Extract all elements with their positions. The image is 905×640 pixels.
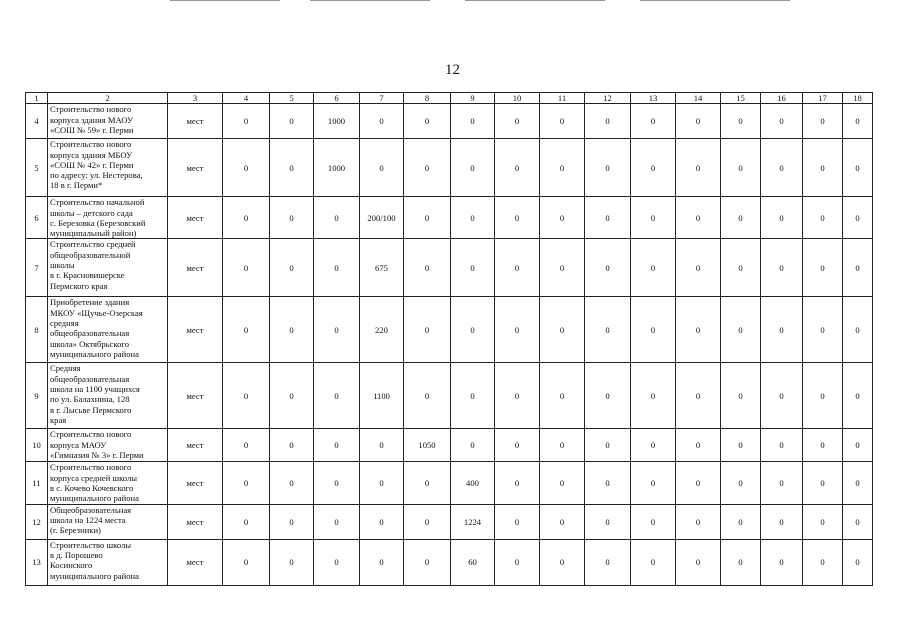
value-cell: 0 [585, 297, 631, 363]
value-cell: 0 [495, 239, 540, 297]
value-cell: 0 [223, 363, 270, 429]
value-cell: 0 [761, 539, 803, 585]
unit-cell: мест [168, 139, 223, 197]
row-number-cell: 9 [26, 363, 48, 429]
value-cell: 0 [360, 104, 404, 139]
value-cell: 0 [540, 462, 585, 504]
value-cell: 0 [451, 429, 495, 462]
value-cell: 0 [631, 297, 676, 363]
value-cell: 0 [540, 104, 585, 139]
value-cell: 0 [223, 197, 270, 239]
value-cell: 0 [721, 462, 761, 504]
value-cell: 0 [721, 297, 761, 363]
table-row [26, 462, 873, 504]
value-cell: 0 [540, 139, 585, 197]
value-cell: 0 [585, 539, 631, 585]
row-number-cell: 12 [26, 504, 48, 539]
value-cell: 0 [360, 462, 404, 504]
value-cell: 0 [495, 139, 540, 197]
unit-cell: мест [168, 363, 223, 429]
value-cell: 0 [270, 197, 314, 239]
data-table [25, 92, 873, 586]
value-cell: 0 [270, 363, 314, 429]
value-cell: 1050 [404, 429, 451, 462]
row-number-cell: 6 [26, 197, 48, 239]
value-cell: 0 [803, 197, 843, 239]
value-cell: 0 [631, 139, 676, 197]
value-cell: 0 [270, 504, 314, 539]
object-name-cell: Строительство школы в д. Порошево Косинского муниципального района [48, 539, 168, 585]
value-cell: 0 [270, 139, 314, 197]
value-cell: 0 [631, 504, 676, 539]
value-cell: 0 [404, 539, 451, 585]
value-cell: 0 [721, 429, 761, 462]
header-cell: 5 [270, 93, 314, 104]
scan-edge-marks [0, 0, 905, 3]
value-cell: 0 [721, 363, 761, 429]
value-cell: 1224 [451, 504, 495, 539]
value-cell: 0 [843, 104, 873, 139]
header-cell: 9 [451, 93, 495, 104]
value-cell: 0 [585, 139, 631, 197]
object-name-cell: Средняя общеобразовательная школа на 1100 учащихся по ул. Балахнина, 128 в г. Лысьве Пермского края [48, 363, 168, 429]
value-cell: 0 [360, 504, 404, 539]
value-cell: 0 [585, 104, 631, 139]
value-cell: 0 [803, 297, 843, 363]
value-cell: 0 [270, 104, 314, 139]
table-row [26, 139, 873, 197]
value-cell: 0 [540, 239, 585, 297]
object-name-cell: Строительство нового корпуса здания МАОУ «СОШ № 59» г. Перми [48, 104, 168, 139]
row-number-cell: 7 [26, 239, 48, 297]
value-cell: 0 [721, 504, 761, 539]
value-cell: 0 [270, 539, 314, 585]
value-cell: 0 [803, 429, 843, 462]
page-number: 12 [445, 62, 460, 78]
value-cell: 0 [803, 539, 843, 585]
value-cell: 0 [803, 104, 843, 139]
header-cell: 2 [48, 93, 168, 104]
object-name-cell: Строительство нового корпуса средней школы в с. Кочево Кочевского муниципального района [48, 462, 168, 504]
value-cell: 0 [676, 239, 721, 297]
value-cell: 0 [843, 504, 873, 539]
unit-cell: мест [168, 539, 223, 585]
value-cell: 0 [761, 104, 803, 139]
value-cell: 0 [761, 197, 803, 239]
value-cell: 0 [495, 363, 540, 429]
value-cell: 0 [540, 363, 585, 429]
value-cell: 0 [314, 462, 360, 504]
value-cell: 0 [585, 462, 631, 504]
unit-cell: мест [168, 429, 223, 462]
value-cell: 0 [270, 239, 314, 297]
value-cell: 0 [360, 429, 404, 462]
value-cell: 0 [495, 462, 540, 504]
header-cell: 12 [585, 93, 631, 104]
value-cell: 0 [761, 139, 803, 197]
value-cell: 0 [721, 197, 761, 239]
value-cell: 0 [843, 363, 873, 429]
value-cell: 0 [223, 539, 270, 585]
value-cell: 0 [803, 363, 843, 429]
value-cell: 0 [314, 239, 360, 297]
table-row [26, 363, 873, 429]
header-cell: 16 [761, 93, 803, 104]
object-name-cell: Строительство нового корпуса здания МБОУ «СОШ № 42» г. Перми по адресу: ул. Нестерова, 18 в г. Перми* [48, 139, 168, 197]
object-name-cell: Строительство нового корпуса МАОУ «Гимназия № 3» г. Перми [48, 429, 168, 462]
header-cell: 10 [495, 93, 540, 104]
value-cell: 0 [540, 197, 585, 239]
header-cell: 18 [843, 93, 873, 104]
value-cell: 220 [360, 297, 404, 363]
row-number-cell: 4 [26, 104, 48, 139]
value-cell: 0 [270, 462, 314, 504]
unit-cell: мест [168, 104, 223, 139]
value-cell: 0 [803, 139, 843, 197]
value-cell: 0 [404, 197, 451, 239]
value-cell: 0 [223, 139, 270, 197]
value-cell: 0 [404, 139, 451, 197]
value-cell: 0 [495, 104, 540, 139]
value-cell: 0 [631, 462, 676, 504]
value-cell: 0 [761, 429, 803, 462]
value-cell: 0 [761, 297, 803, 363]
value-cell: 0 [676, 297, 721, 363]
value-cell: 0 [803, 462, 843, 504]
value-cell: 0 [223, 504, 270, 539]
value-cell: 0 [761, 239, 803, 297]
header-cell: 6 [314, 93, 360, 104]
value-cell: 0 [843, 197, 873, 239]
unit-cell: мест [168, 462, 223, 504]
value-cell: 0 [223, 462, 270, 504]
value-cell: 0 [676, 462, 721, 504]
table-row [26, 297, 873, 363]
value-cell: 0 [314, 539, 360, 585]
value-cell: 0 [803, 504, 843, 539]
value-cell: 0 [270, 297, 314, 363]
value-cell: 0 [314, 429, 360, 462]
value-cell: 0 [631, 539, 676, 585]
value-cell: 0 [843, 297, 873, 363]
value-cell: 0 [540, 539, 585, 585]
value-cell: 0 [676, 504, 721, 539]
value-cell: 0 [404, 104, 451, 139]
value-cell: 0 [843, 462, 873, 504]
value-cell: 1000 [314, 139, 360, 197]
value-cell: 0 [314, 504, 360, 539]
value-cell: 400 [451, 462, 495, 504]
value-cell: 0 [540, 504, 585, 539]
header-cell: 7 [360, 93, 404, 104]
value-cell: 0 [676, 197, 721, 239]
object-name-cell: Строительство средней общеобразовательной школы в г. Красновишерске Пермского края [48, 239, 168, 297]
value-cell: 0 [404, 363, 451, 429]
header-cell: 15 [721, 93, 761, 104]
value-cell: 0 [451, 139, 495, 197]
value-cell: 0 [451, 363, 495, 429]
value-cell: 0 [540, 297, 585, 363]
value-cell: 0 [585, 363, 631, 429]
value-cell: 60 [451, 539, 495, 585]
value-cell: 0 [360, 539, 404, 585]
value-cell: 0 [803, 239, 843, 297]
table-row [26, 197, 873, 239]
value-cell: 0 [404, 504, 451, 539]
row-number-cell: 11 [26, 462, 48, 504]
value-cell: 0 [451, 239, 495, 297]
value-cell: 0 [761, 363, 803, 429]
table-row [26, 429, 873, 462]
value-cell: 0 [721, 539, 761, 585]
unit-cell: мест [168, 239, 223, 297]
row-number-cell: 5 [26, 139, 48, 197]
value-cell: 0 [270, 429, 314, 462]
value-cell: 0 [360, 139, 404, 197]
value-cell: 0 [631, 429, 676, 462]
header-cell: 14 [676, 93, 721, 104]
header-cell: 4 [223, 93, 270, 104]
value-cell: 675 [360, 239, 404, 297]
unit-cell: мест [168, 297, 223, 363]
value-cell: 0 [451, 197, 495, 239]
row-number-cell: 8 [26, 297, 48, 363]
value-cell: 0 [721, 139, 761, 197]
value-cell: 0 [314, 363, 360, 429]
value-cell: 0 [451, 104, 495, 139]
value-cell: 0 [585, 239, 631, 297]
object-name-cell: Общеобразовательная школа на 1224 места (г. Березники) [48, 504, 168, 539]
value-cell: 0 [631, 363, 676, 429]
unit-cell: мест [168, 504, 223, 539]
value-cell: 1100 [360, 363, 404, 429]
value-cell: 0 [721, 104, 761, 139]
object-name-cell: Приобретение здания МКОУ «Щучье-Озерская средняя общеобразовательная школа» Октябрьского муниципального района [48, 297, 168, 363]
value-cell: 0 [631, 197, 676, 239]
header-cell: 8 [404, 93, 451, 104]
value-cell: 1000 [314, 104, 360, 139]
value-cell: 0 [495, 197, 540, 239]
header-cell: 11 [540, 93, 585, 104]
value-cell: 0 [314, 197, 360, 239]
unit-cell: мест [168, 197, 223, 239]
value-cell: 0 [495, 297, 540, 363]
value-cell: 0 [585, 429, 631, 462]
value-cell: 0 [495, 504, 540, 539]
value-cell: 0 [585, 504, 631, 539]
value-cell: 0 [843, 139, 873, 197]
value-cell: 0 [676, 429, 721, 462]
table-row [26, 504, 873, 539]
value-cell: 0 [843, 429, 873, 462]
value-cell: 0 [631, 104, 676, 139]
header-cell: 17 [803, 93, 843, 104]
table-row [26, 104, 873, 139]
header-cell: 1 [26, 93, 48, 104]
header-row [26, 93, 873, 104]
value-cell: 0 [843, 239, 873, 297]
value-cell: 0 [676, 104, 721, 139]
value-cell: 0 [631, 239, 676, 297]
header-cell: 13 [631, 93, 676, 104]
value-cell: 0 [495, 429, 540, 462]
value-cell: 0 [404, 297, 451, 363]
value-cell: 0 [223, 429, 270, 462]
value-cell: 0 [404, 462, 451, 504]
value-cell: 0 [223, 297, 270, 363]
table-row [26, 239, 873, 297]
value-cell: 0 [585, 197, 631, 239]
value-cell: 0 [721, 239, 761, 297]
value-cell: 0 [495, 539, 540, 585]
value-cell: 0 [843, 539, 873, 585]
object-name-cell: Строительство начальной школы – детского сада с. Березовка (Березовский муниципальный район) [48, 197, 168, 239]
value-cell: 0 [451, 297, 495, 363]
value-cell: 0 [540, 429, 585, 462]
row-number-cell: 10 [26, 429, 48, 462]
value-cell: 200/100 [360, 197, 404, 239]
value-cell: 0 [676, 539, 721, 585]
value-cell: 0 [223, 104, 270, 139]
row-number-cell: 13 [26, 539, 48, 585]
table-row [26, 539, 873, 585]
header-cell: 3 [168, 93, 223, 104]
value-cell: 0 [404, 239, 451, 297]
value-cell: 0 [223, 239, 270, 297]
value-cell: 0 [676, 139, 721, 197]
value-cell: 0 [761, 504, 803, 539]
value-cell: 0 [761, 462, 803, 504]
value-cell: 0 [676, 363, 721, 429]
value-cell: 0 [314, 297, 360, 363]
